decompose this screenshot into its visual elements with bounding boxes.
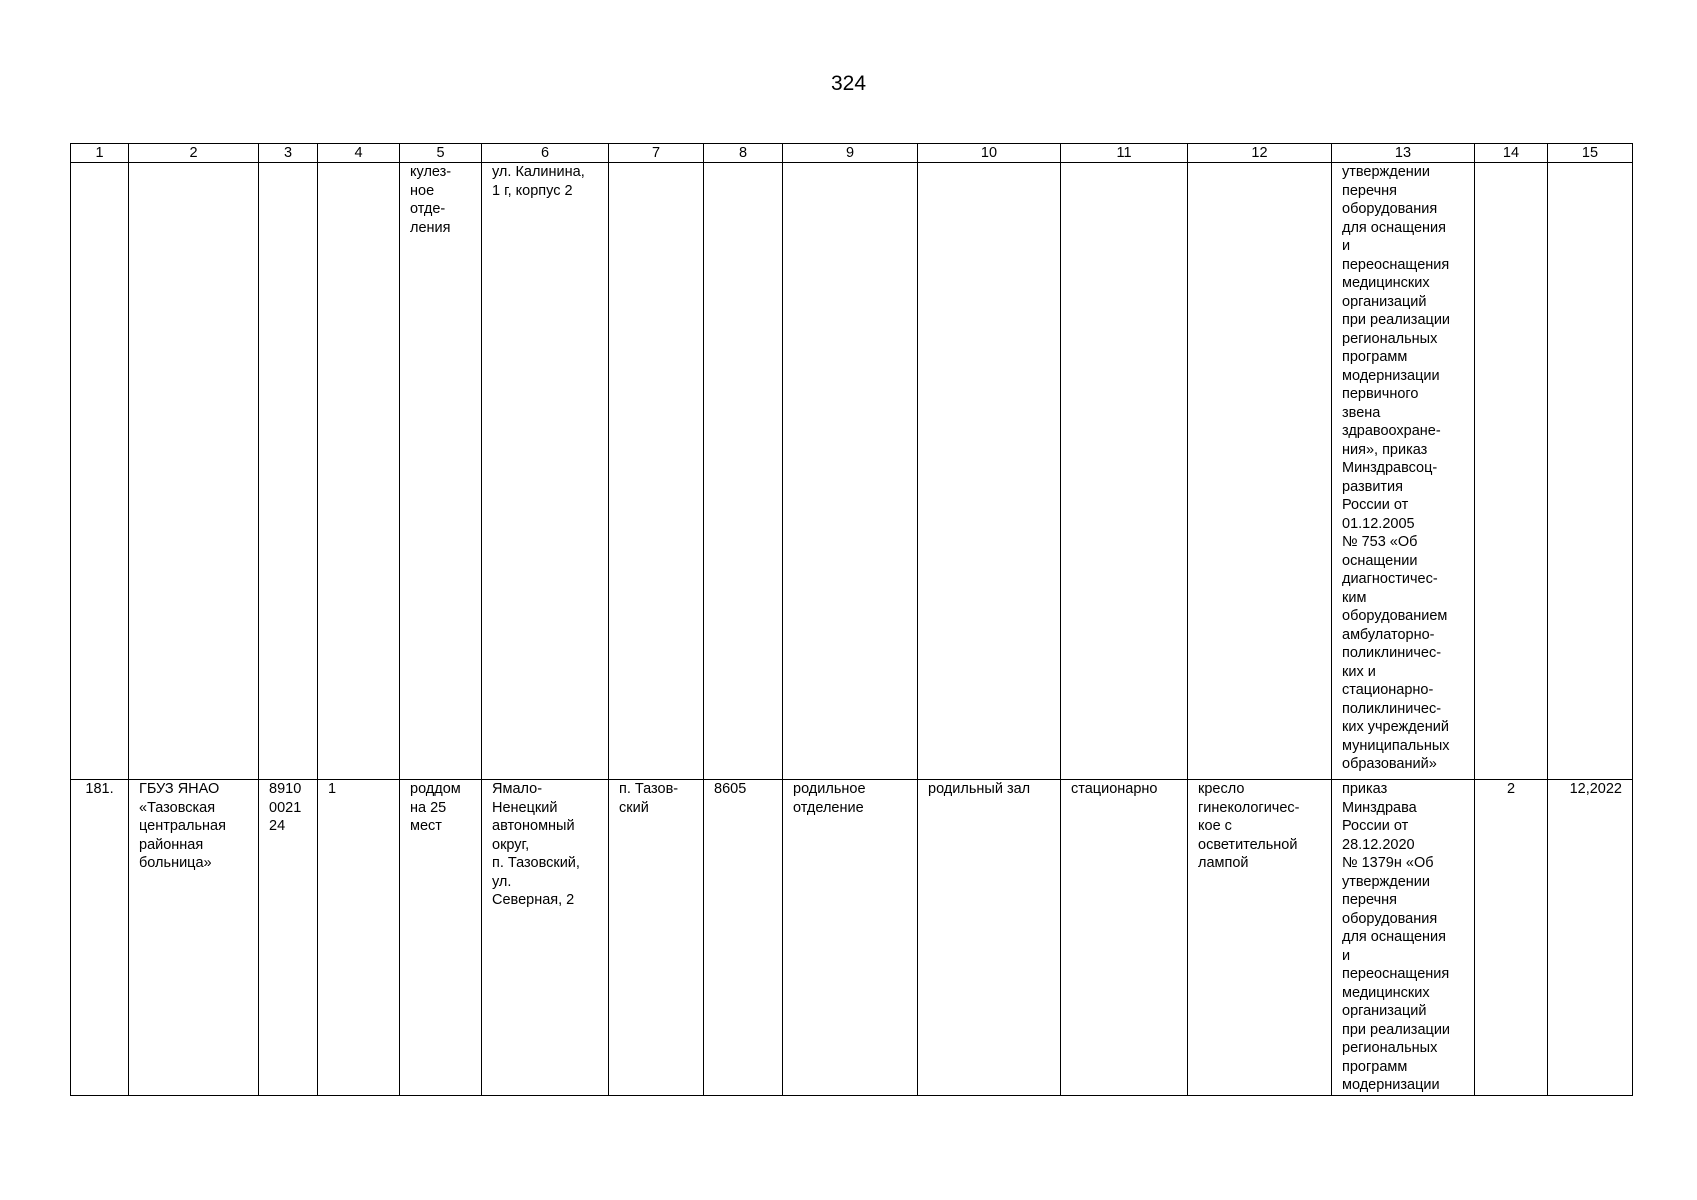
quantity-cell: 2 (1475, 780, 1548, 1096)
quantity-cell (1475, 163, 1548, 780)
column-header: 1 (71, 144, 129, 163)
table-row (71, 780, 1633, 1096)
header-row (71, 144, 1633, 163)
unit-cell: роддом на 25 мест (400, 780, 482, 1096)
department-cell (783, 163, 918, 780)
equipment-cell: кресло гинекологичес- кое с осветительной лампой (1188, 780, 1332, 1096)
column-header: 3 (259, 144, 318, 163)
equipment-cell (1188, 163, 1332, 780)
table-row (71, 163, 1633, 780)
column-header: 10 (918, 144, 1061, 163)
care-type-cell (1061, 163, 1188, 780)
locality-cell (609, 163, 704, 780)
data-table (70, 143, 1633, 1096)
column-header: 14 (1475, 144, 1548, 163)
date-cell (1548, 163, 1633, 780)
regulation-cell: утверждении перечня оборудования для оснащения и переоснащения медицинских организаций при реализации региональных программ модернизации первичного звена здравоохране- ния», приказ Минздравсоц- развития России от 01.12.2005 № 753 «Об оснащении диагностичес- ким оборудованием амбулаторно- поликлиничес- ких и стационарно- поликлиничес- ких учреждений муниципальных образований» (1332, 163, 1475, 780)
code2-cell (704, 163, 783, 780)
room-cell (918, 163, 1061, 780)
column-header: 7 (609, 144, 704, 163)
column-header: 11 (1061, 144, 1188, 163)
regulation-cell: приказ Минздрава России от 28.12.2020 № 1379н «Об утверждении перечня оборудования для оснащения и переоснащения медицинских организаций при реализации региональных программ модернизации (1332, 780, 1475, 1096)
row-number-cell (71, 163, 129, 780)
code-cell: 8910 0021 24 (259, 780, 318, 1096)
count-cell (318, 163, 400, 780)
locality-cell: п. Тазов- ский (609, 780, 704, 1096)
row-number-cell: 181. (71, 780, 129, 1096)
column-header: 8 (704, 144, 783, 163)
column-header: 13 (1332, 144, 1475, 163)
column-header: 6 (482, 144, 609, 163)
unit-cell: кулез- ное отде- ления (400, 163, 482, 780)
column-header: 4 (318, 144, 400, 163)
address-cell: Ямало- Ненецкий автономный округ, п. Тазовский, ул. Северная, 2 (482, 780, 609, 1096)
column-header: 5 (400, 144, 482, 163)
organization-cell: ГБУЗ ЯНАО «Тазовская центральная районная больница» (129, 780, 259, 1096)
date-cell: 12,2022 (1548, 780, 1633, 1096)
care-type-cell: стационарно (1061, 780, 1188, 1096)
column-header: 9 (783, 144, 918, 163)
column-header: 15 (1548, 144, 1633, 163)
column-header: 2 (129, 144, 259, 163)
column-header: 12 (1188, 144, 1332, 163)
page-number: 324 (830, 72, 867, 95)
address-cell: ул. Калинина, 1 г, корпус 2 (482, 163, 609, 780)
code2-cell: 8605 (704, 780, 783, 1096)
organization-cell (129, 163, 259, 780)
code-cell (259, 163, 318, 780)
count-cell: 1 (318, 780, 400, 1096)
department-cell: родильное отделение (783, 780, 918, 1096)
room-cell: родильный зал (918, 780, 1061, 1096)
